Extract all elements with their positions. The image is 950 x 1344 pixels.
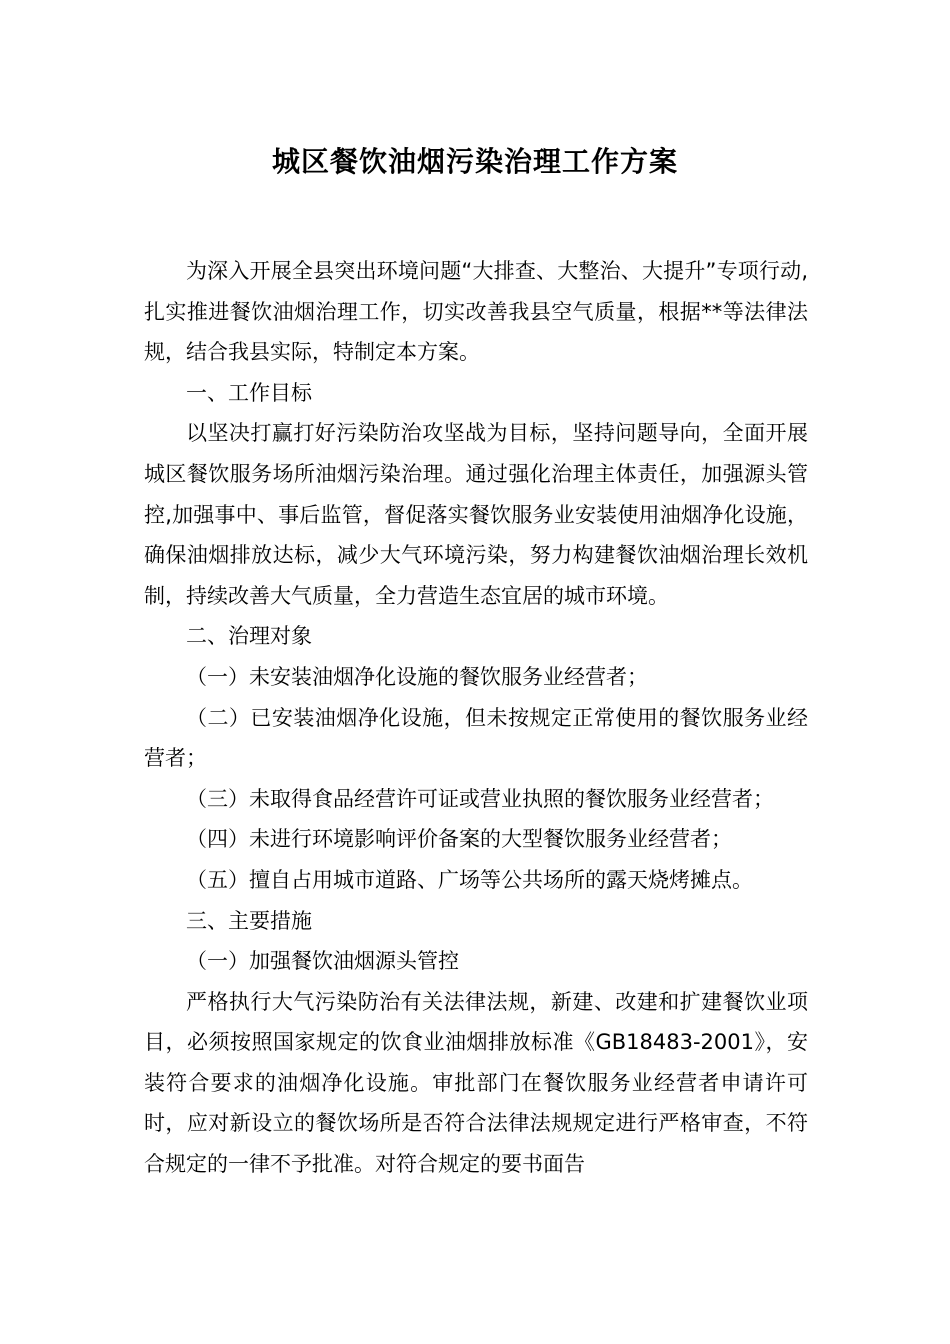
target-item-3: （三）未取得食品经营许可证或营业执照的餐饮服务业经营者； [186, 786, 774, 811]
document-title: 城区餐饮油烟污染治理工作方案 [271, 145, 678, 178]
document-body [144, 251, 808, 1185]
target-item-4: （四）未进行环境影响评价备案的大型餐饮服务业经营者； [186, 827, 732, 852]
target-item-5: （五）擅自占用城市道路、广场等公共场所的露天烧烤摊点。 [186, 867, 753, 892]
target-item-1: （一）未安装油烟净化设施的餐饮服务业经营者； [186, 664, 648, 689]
section-heading-measures: 三、主要措施 [186, 908, 312, 933]
target-item-2: （二）已安装油烟净化设施，但未按规定正常使用的餐饮服务业经营者； [144, 705, 808, 771]
measure-subheading-1: （一）加强餐饮油烟源头管控 [186, 949, 459, 974]
section-heading-targets: 二、治理对象 [186, 624, 312, 649]
goals-paragraph: 以坚决打赢打好污染防治攻坚战为目标，坚持问题导向，全面开展城区餐饮服务场所油烟污染治理。通过强化治理主体责任，加强源头管控,加强事中、事后监管，督促落实餐饮服务业安装使用油烟净化设施，确保油烟排放达标，减少大气环境污染，努力构建餐饮油烟治理长效机制，持续改善大气质量，全力营造生态宜居的城市环境。 [144, 421, 808, 608]
intro-paragraph: 为深入开展全县突出环境问题“大排查、大整治、大提升”专项行动,扎实推进餐饮油烟治理工作，切实改善我县空气质量，根据**等法律法规，结合我县实际，特制定本方案。 [144, 259, 808, 365]
measure-paragraph-1: 严格执行大气污染防治有关法律法规，新建、改建和扩建餐饮业项目，必须按照国家规定的饮食业油烟排放标准《GB18483-2001》，安装符合要求的油烟净化设施。审批部门在餐饮服务业经营者申请许可时，应对新设立的餐饮场所是否符合法律法规规定进行严格审查，不符合规定的一律不予批准。对符合规定的要书面告 [144, 989, 808, 1177]
section-heading-goals: 一、工作目标 [186, 380, 312, 405]
